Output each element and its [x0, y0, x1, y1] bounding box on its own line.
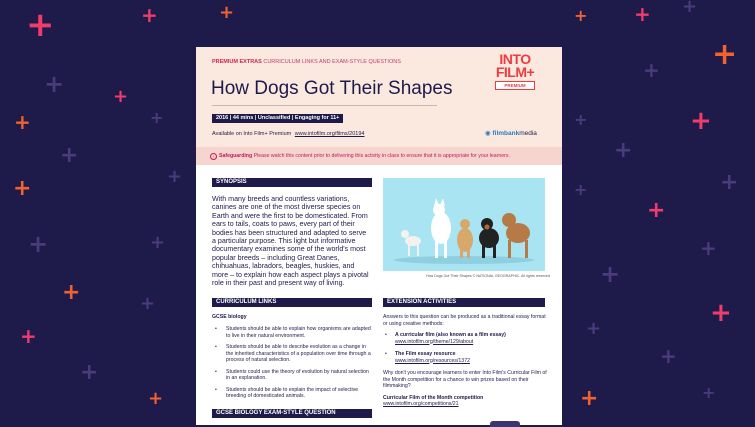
logo-wordmark: INTO FILM+: [495, 51, 535, 80]
premium-badge: PREMIUM: [495, 81, 535, 90]
plus-icon: +: [62, 280, 81, 305]
film-meta-badge: 2016 | 44 mins | Unclassified | Engaging for 11+: [212, 114, 343, 123]
safeguarding-notice: [196, 147, 562, 165]
plus-icon: +: [60, 143, 79, 168]
plus-icon: +: [720, 170, 739, 195]
film-still-image: [383, 178, 545, 271]
curriculum-list: [212, 326, 372, 405]
plus-icon: +: [219, 2, 235, 23]
extension-item-link[interactable]: www.intofilm.org/theme/129/about: [395, 338, 474, 345]
extension-item-title: A curricular film (also known as a film essay): [395, 332, 506, 338]
eyebrow-bold: PREMIUM EXTRAS: [212, 59, 262, 65]
extension-heading: EXTENSION ACTIVITIES: [383, 298, 545, 307]
plus-icon: +: [574, 6, 588, 25]
page-tab: [490, 421, 520, 427]
exam-question-heading: GCSE BIOLOGY EXAM-STYLE QUESTION: [212, 409, 372, 418]
plus-icon: +: [13, 176, 32, 201]
page-title: How Dogs Got Their Shapes: [211, 78, 453, 99]
partner-name: filmbank: [492, 130, 520, 137]
image-caption: How Dogs Got Their Shapes © NATIONAL GEOGRAPHIC. All rights reserved: [426, 274, 550, 278]
plus-icon: +: [113, 86, 129, 107]
film-link[interactable]: www.intofilm.org/films/20194: [294, 131, 365, 137]
eyebrow-label: [212, 59, 401, 65]
plus-icon: +: [140, 293, 156, 314]
safeguarding-label: Safeguarding: [219, 153, 253, 159]
plus-icon: +: [150, 232, 166, 253]
plus-icon: +: [26, 5, 55, 45]
extension-intro: Answers to this question can be produced as a traditional essay format or using creative methods:: [383, 314, 546, 327]
plus-icon: +: [14, 110, 31, 134]
list-item: [383, 351, 548, 364]
list-item: • Students should be able to describe evolution as a change in the inherited characteristics of a population over time through a process of natural selection.: [212, 344, 372, 364]
safeguarding-message: Please watch this content prior to delivering this activity in class to ensure that it is appropriate for your learners.: [253, 153, 510, 159]
plus-icon: +: [574, 110, 588, 129]
plus-icon: +: [80, 360, 99, 385]
availability-line: [212, 131, 364, 137]
plus-icon: +: [600, 260, 621, 288]
plus-icon: +: [141, 3, 158, 27]
synopsis-heading: SYNOPSIS: [212, 178, 372, 187]
list-item: • Students should be able to explain the impact of selective breeding of domesticated animals.: [212, 387, 372, 400]
plus-icon: +: [574, 180, 588, 199]
document-page: [196, 47, 562, 425]
title-divider: [212, 105, 437, 106]
list-item: • Students could use the theory of evolution by natural selection in an explanation.: [212, 369, 372, 382]
filmbank-logo: [485, 129, 537, 137]
plus-icon: +: [614, 138, 633, 163]
competition-title: Curricular Film of the Month competition: [383, 394, 484, 401]
plus-icon: +: [712, 37, 738, 72]
plus-icon: +: [20, 324, 37, 348]
plus-icon: +: [647, 198, 666, 223]
extension-item-title: The Film essay resource: [395, 351, 456, 357]
extension-item-link[interactable]: www.intofilm.org/resources/1372: [395, 357, 470, 364]
eyebrow-rest: CURRICULUM LINKS AND EXAM-STYLE QUESTIONS: [263, 59, 401, 65]
plus-icon: +: [148, 388, 164, 409]
info-icon: !: [210, 153, 217, 160]
list-item: • Students should be able to explain how organisms are adapted to live in their natural environment.: [212, 326, 372, 339]
plus-icon: +: [150, 108, 164, 127]
plus-icon: +: [634, 2, 651, 26]
plus-icon: +: [690, 106, 712, 136]
plus-icon: +: [660, 344, 677, 368]
plus-icon: +: [44, 70, 65, 98]
plus-icon: +: [28, 230, 49, 258]
plus-icon: +: [702, 383, 716, 402]
plus-icon: +: [167, 166, 183, 187]
plus-icon: +: [586, 318, 602, 339]
synopsis-body: With many breeds and countless variations, canines are one of the most diverse species on Earth and were the first to be domesticated. From ears to tails, coats to paws, every part of their bodies has been structured and adapted to serve a particular purpose. This light but informative documentary examines some of the world's most popular breeds – including Great Danes, chihuahuas, labradors, beagles, huskies, and more – to explain how each aspect plays a pivotal role in their past and present way of living.: [212, 195, 369, 288]
availability-label: Available on Into Film+ Premium: [212, 131, 292, 137]
into-film-logo: [484, 53, 546, 90]
list-item: [383, 332, 548, 345]
curriculum-subheading: GCSE biology: [212, 314, 247, 320]
safeguarding-text: [219, 153, 510, 159]
filmbank-icon: ◉: [485, 130, 491, 137]
extension-content: [383, 314, 548, 413]
plus-icon: +: [700, 236, 717, 260]
plus-icon: +: [710, 298, 732, 328]
curriculum-heading: CURRICULUM LINKS: [212, 298, 372, 307]
competition-link[interactable]: www.intofilm.org/competitions/21: [383, 401, 459, 407]
plus-icon: +: [580, 386, 599, 411]
partner-suffix: media: [519, 130, 537, 137]
plus-icon: +: [643, 58, 660, 82]
competition-promo: Why don't you encourage learners to enter Into Film's Curricular Film of the Month competition for a chance to win prizes based on their filmmaking?: [383, 370, 547, 389]
dogs-illustration: [383, 178, 545, 271]
plus-icon: +: [682, 0, 698, 17]
